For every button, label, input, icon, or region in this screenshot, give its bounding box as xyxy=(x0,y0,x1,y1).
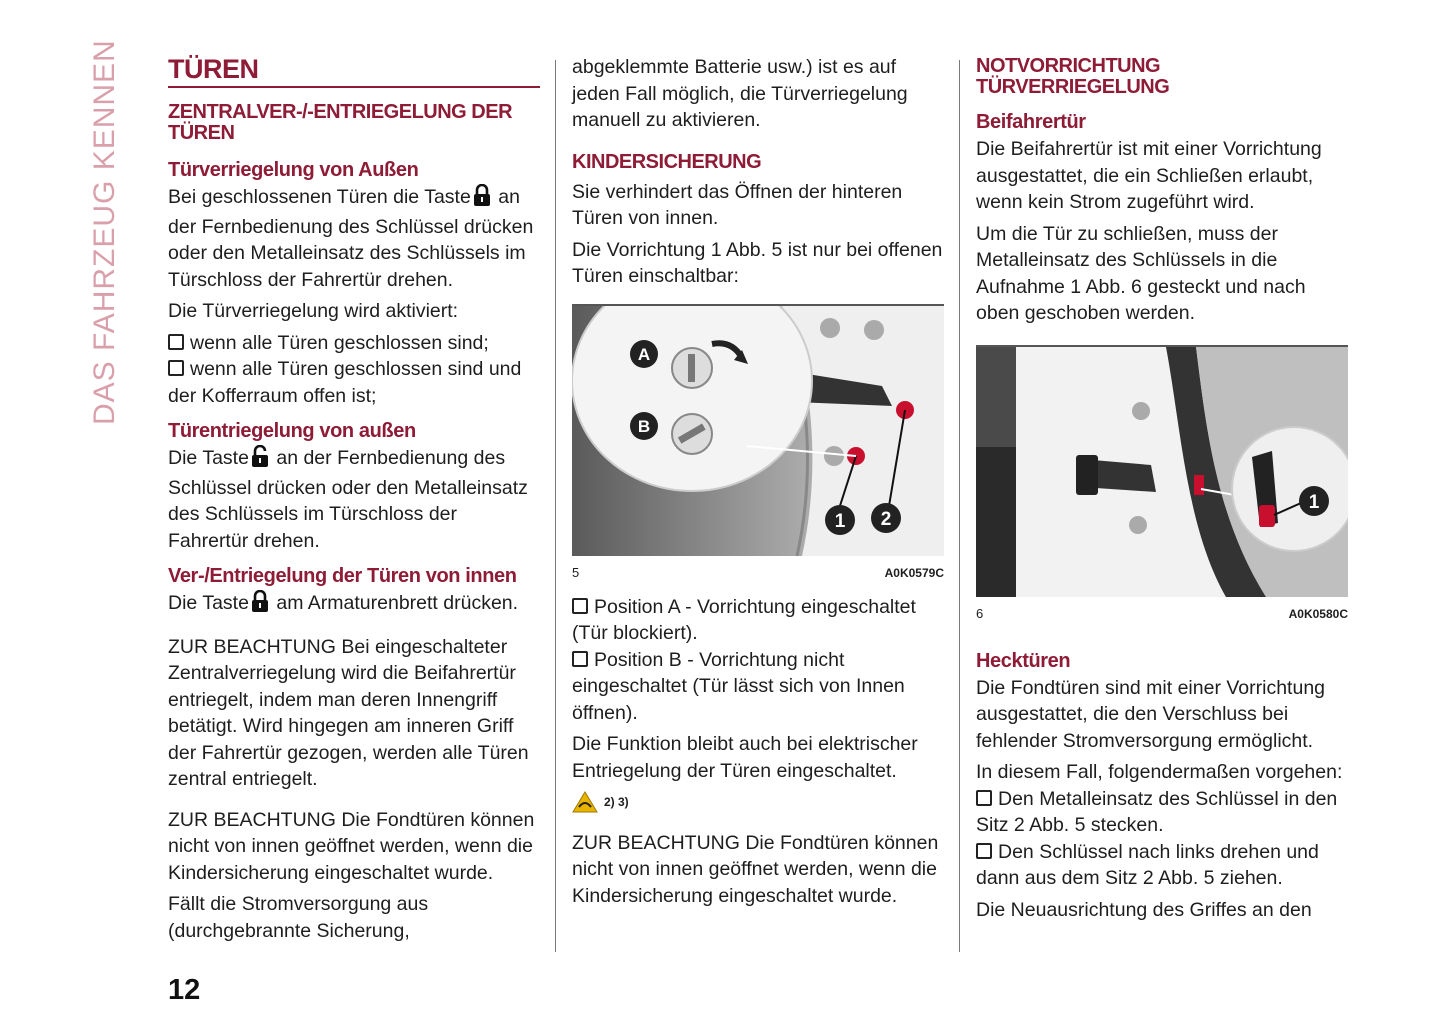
paragraph: In diesem Fall, folgendermaßen vorgehen: xyxy=(976,761,1343,783)
text: an der Fernbedienung des Schlüssel drücken oder den Metalleinsatz des Schlüssels im Türschloss der Fahrertür drehen. xyxy=(168,186,534,291)
subheading: Hecktüren xyxy=(976,649,1071,672)
checkbox-bullet-icon xyxy=(976,790,992,806)
bullet-item xyxy=(976,839,1348,892)
paragraph: abgeklemmte Batterie usw.) ist es auf jeden Fall möglich, die Türverriegelung manuell zu aktivieren. xyxy=(572,56,908,131)
warning-refs: 2) 3) xyxy=(604,795,629,809)
figure-child-lock xyxy=(572,304,944,556)
note-paragraph: ZUR BEACHTUNG Bei eingeschalteter Zentralverriegelung wird die Beifahrertür entriegelt, indem man deren Innengriff betätigt. Wird hingegen am inneren Griff der Fahrertür gezogen, werden alle Türen zentral entriegelt. xyxy=(168,635,529,790)
paragraph: Die Fondtüren sind mit einer Vorrichtung ausgestattet, die den Verschluss bei fehlender Stromversorgung ermöglicht. xyxy=(976,676,1326,752)
door-lock-illustration xyxy=(976,347,1348,597)
text: Die Taste xyxy=(168,447,249,469)
paragraph: Die Neuausrichtung des Griffes an den xyxy=(976,898,1312,921)
section-heading: NOTVORRICHTUNG TÜRVERRIEGELUNG xyxy=(976,55,1170,98)
column-3 xyxy=(976,54,1348,928)
bullet-item xyxy=(572,647,944,727)
page-title: TÜREN xyxy=(168,54,540,88)
text: Den Schlüssel nach links drehen und dann aus dem Sitz 2 Abb. 5 ziehen. xyxy=(976,840,1319,889)
text: Den Metalleinsatz des Schlüssel in den Sitz 2 Abb. 5 stecken. xyxy=(976,787,1338,836)
text: Position A - Vorrichtung eingeschaltet (Tür blockiert). xyxy=(572,595,916,644)
text: Die Taste xyxy=(168,592,249,614)
text: an der Fernbedienung des Schlüssel drücken oder den Metalleinsatz des Schlüssels im Türschloss der Fahrertür drehen. xyxy=(168,447,528,552)
figure-number: 6 xyxy=(976,605,984,621)
lock-icon xyxy=(473,184,491,214)
checkbox-bullet-icon xyxy=(572,651,588,667)
column-1 xyxy=(168,54,540,949)
paragraph: Die Vorrichtung 1 Abb. 5 ist nur bei offenen Türen einschaltbar: xyxy=(572,238,943,287)
column-2 xyxy=(572,54,944,914)
section-heading: KINDERSICHERUNG xyxy=(572,150,762,173)
bullet-item xyxy=(168,330,540,357)
warning-icon xyxy=(572,791,598,813)
note-paragraph: ZUR BEACHTUNG Die Fondtüren können nicht von innen geöffnet werden, wenn die Kindersicherung eingeschaltet wurde. xyxy=(572,831,939,907)
checkbox-bullet-icon xyxy=(168,360,184,376)
figure-label-1: 1 xyxy=(1308,491,1320,513)
figure-label-2: 2 xyxy=(880,508,892,530)
checkbox-bullet-icon xyxy=(976,843,992,859)
paragraph: Um die Tür zu schließen, muss der Metalleinsatz des Schlüssels in die Aufnahme 1 Abb. 6 gesteckt und nach oben geschoben werden. xyxy=(976,222,1306,324)
side-section-title: DAS FAHRZEUG KENNEN xyxy=(88,39,121,425)
page-number: 12 xyxy=(168,974,201,1006)
figure-label-b: B xyxy=(637,416,651,436)
subheading: Ver-/Entriegelung der Türen von innen xyxy=(168,565,517,587)
paragraph: Die Beifahrertür ist mit einer Vorrichtung ausgestattet, die ein Schließen erlaubt, wenn kein Strom zugeführt wird. xyxy=(976,138,1322,213)
bullet-item xyxy=(168,356,540,409)
figure-caption xyxy=(976,607,1348,621)
section-heading: ZENTRALVER-/-ENTRIEGELUNG DER TÜREN xyxy=(168,101,513,144)
text: am Armaturenbrett drücken. xyxy=(270,592,519,614)
text: Bei geschlossenen Türen die Taste xyxy=(168,186,471,208)
subheading: Türentriegelung von außen xyxy=(168,420,416,442)
paragraph xyxy=(168,590,540,620)
text: wenn alle Türen geschlossen sind; xyxy=(190,331,489,354)
note-paragraph: ZUR BEACHTUNG Die Fondtüren können nicht von innen geöffnet werden, wenn die Kindersicherung eingeschaltet wurde. xyxy=(168,808,535,884)
bullet-item xyxy=(572,594,944,647)
bullet-item xyxy=(976,786,1348,839)
unlock-icon xyxy=(251,445,269,475)
checkbox-bullet-icon xyxy=(168,334,184,350)
paragraph xyxy=(168,445,540,554)
paragraph: Die Türverriegelung wird aktiviert: xyxy=(168,300,459,322)
paragraph xyxy=(168,184,540,293)
text: Position B - Vorrichtung nicht eingeschaltet (Tür lässt sich von Innen öffnen). xyxy=(572,648,905,724)
figure-label-a: A xyxy=(637,344,651,364)
figure-caption xyxy=(572,566,944,580)
checkbox-bullet-icon xyxy=(572,598,588,614)
figure-code: A0K0580C xyxy=(1288,606,1348,621)
text: wenn alle Türen geschlossen sind und der Kofferraum offen ist; xyxy=(168,358,522,407)
column-divider xyxy=(555,60,556,952)
figure-label-1: 1 xyxy=(834,510,846,532)
warning-reference xyxy=(572,789,944,816)
column-divider xyxy=(959,60,960,952)
figure-code: A0K0579C xyxy=(884,565,944,580)
paragraph: Sie verhindert das Öffnen der hinteren Türen von innen. xyxy=(572,180,903,229)
subheading: Beifahrertür xyxy=(976,111,1086,133)
paragraph: Fällt die Stromversorgung aus (durchgebrannte Sicherung, xyxy=(168,893,429,942)
figure-door-lock xyxy=(976,345,1348,597)
subheading: Türverriegelung von Außen xyxy=(168,159,419,181)
lock-icon xyxy=(251,590,269,620)
paragraph: Die Funktion bleibt auch bei elektrischer Entriegelung der Türen eingeschaltet. xyxy=(572,733,918,782)
figure-number: 5 xyxy=(572,564,580,580)
child-lock-illustration xyxy=(572,306,944,556)
